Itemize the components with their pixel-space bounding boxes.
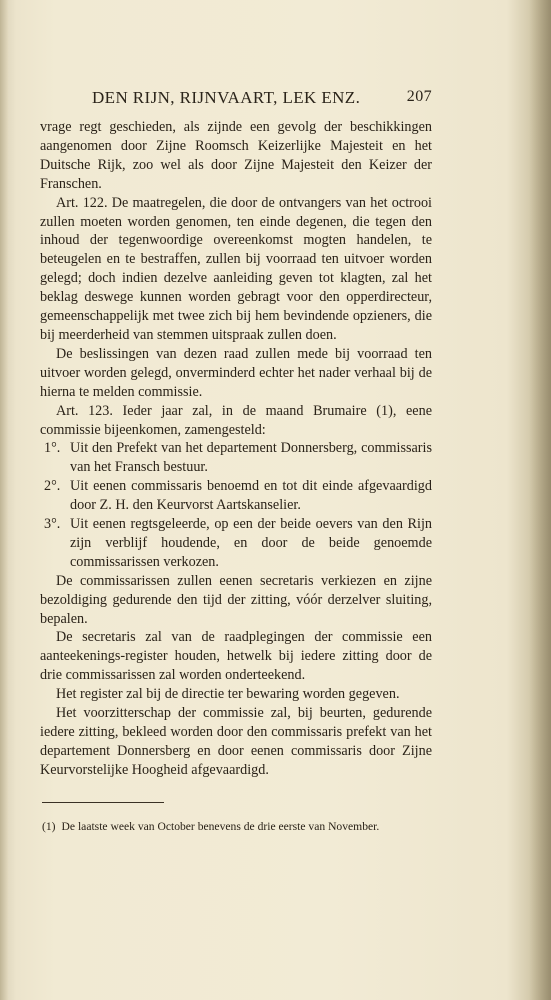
paragraph: Het register zal bij de directie ter bewaring worden gegeven.: [56, 686, 400, 703]
footnote-mark: (1): [42, 820, 56, 833]
paragraph: vrage regt geschieden, als zijnde een gevolg der beschikkingen aangenomen door Zijne Roomsch Keizerlijke Majesteit en het Duitsche Rijk, zoo wel als door Zijne Majesteit den Keizer der Franschen.: [40, 119, 432, 192]
running-title: DEN RIJN, RIJNVAART, LEK ENZ.: [92, 88, 361, 107]
list-item-number: 2°.: [44, 478, 61, 495]
list-item-number: 1°.: [44, 440, 61, 457]
list-item: [40, 477, 432, 515]
footnote-text: De laatste week van October benevens de drie eerste van November.: [61, 820, 380, 833]
footnote: [42, 819, 442, 835]
page-edge-shadow: [529, 0, 551, 1000]
paragraph: De commissarissen zullen eenen secretaris verkiezen en zijne bezoldiging gedurende den tijd der zitting, vóór derzelver sluiting, bepalen.: [40, 572, 432, 627]
paragraph: De secretaris zal van de raadplegingen der commissie een aanteekenings-register houden, hetwelk bij iedere zitting door de drie commissarissen zal worden onderteekend.: [40, 629, 432, 684]
list-item: [40, 515, 432, 572]
paragraph: De beslissingen van dezen raad zullen mede bij voorraad ten uitvoer worden gelegd, onverminderd echter het nader verhaal bij de hierna te melden commissie.: [40, 345, 432, 400]
paragraph-art-123: Art. 123. Ieder jaar zal, in de maand Brumaire (1), eene commissie bijeenkomen, zamengesteld:: [40, 402, 432, 438]
list-item-text: Uit den Prefekt van het departement Donnersberg, commissaris van het Fransch bestuur.: [70, 440, 432, 476]
page-gutter-shadow: [0, 0, 8, 1000]
list-item: [40, 439, 432, 477]
page-header: [40, 88, 432, 114]
page-number: 207: [406, 88, 432, 105]
list-item-text: Uit eenen regtsgeleerde, op een der beide oevers van den Rijn zijn verblijf houdende, en door de beide genoemde commissarissen verkozen.: [70, 516, 432, 570]
body-text: [40, 118, 432, 780]
footnote-divider: [42, 802, 164, 803]
paragraph-art-122: Art. 122. De maatregelen, die door de ontvangers van het octrooi zullen moeten worden genomen, ten einde degenen, die tegen den inhoud der tegenwoordige overeenkomst mogten handelen, te beteugelen en te bestraffen, zullen bij voorraad ten uitvoer worden gelegd; doch indien dezelve aanleiding geven tot klagten, zal het beklag deswege kunnen worden gebragt voor den opperdirecteur, gemeenschappelijk met twee zich bij hem bevindende opzieners, die bij meerderheid van stemmen uitspraak zullen doen.: [40, 194, 432, 343]
list-item-number: 3°.: [44, 516, 61, 533]
paragraph: Het voorzitterschap der commissie zal, bij beurten, gedurende iedere zitting, bekleed worden door den commissaris prefekt van het departement Donnersberg en door eenen commissaris door Zijne Keurvorstelijke Hoogheid afgevaardigd.: [40, 705, 432, 778]
list-item-text: Uit eenen commissaris benoemd en tot dit einde afgevaardigd door Z. H. den Keurvorst Aartskanselier.: [70, 478, 432, 514]
